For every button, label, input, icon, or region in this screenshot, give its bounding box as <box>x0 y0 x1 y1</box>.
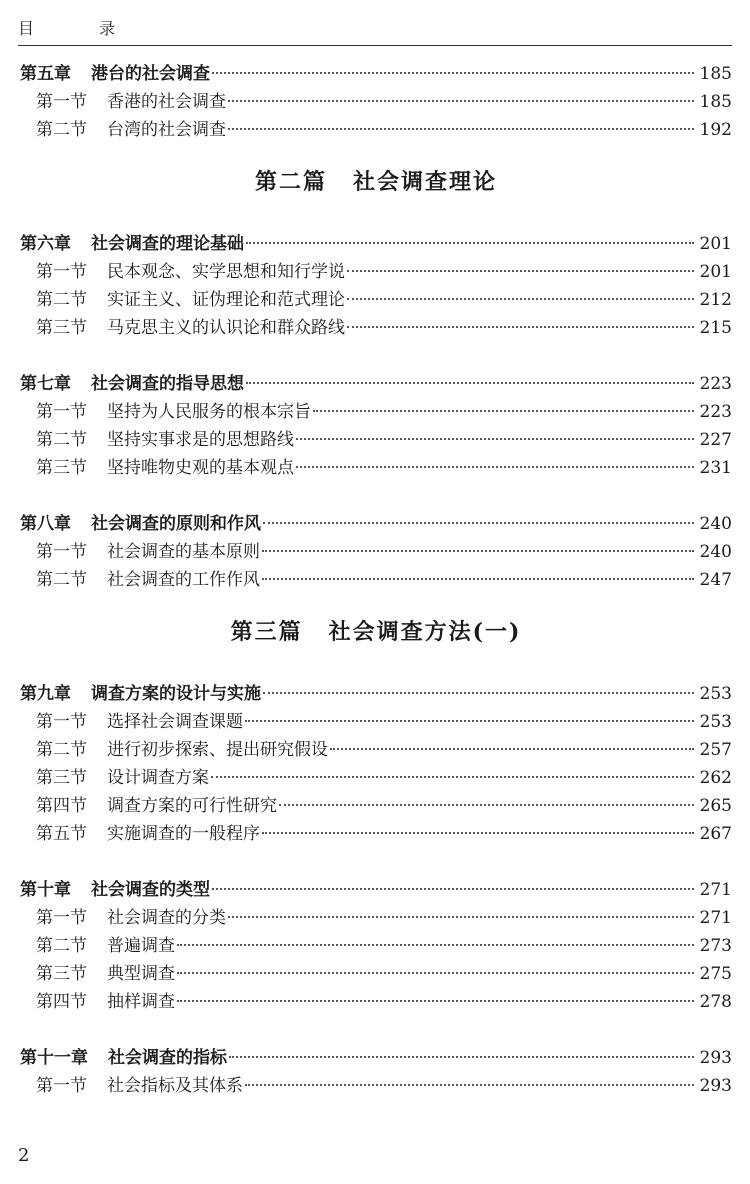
section-number: 第一节 <box>36 542 87 562</box>
header-rule <box>18 45 732 46</box>
part-number: 第二篇 <box>254 169 327 195</box>
chapter-number: 第五章 <box>20 64 71 84</box>
section-number: 第一节 <box>36 908 87 928</box>
section-title: 设计调查方案 <box>107 768 209 788</box>
chapter-page-number: 271 <box>699 880 732 900</box>
section-title: 社会调查的工作作风 <box>107 570 260 590</box>
section-title: 社会调查的分类 <box>107 908 226 928</box>
dot-leader <box>228 916 694 918</box>
section-number: 第三节 <box>36 458 87 478</box>
chapter-number: 第九章 <box>20 684 71 704</box>
section-entry[interactable] <box>20 398 732 426</box>
section-entry[interactable] <box>20 566 732 594</box>
section-title: 实施调查的一般程序 <box>107 824 260 844</box>
chapter-page-number: 253 <box>699 684 732 704</box>
dot-leader <box>262 832 694 834</box>
dot-leader <box>177 944 694 946</box>
chapter-entry[interactable] <box>20 510 732 538</box>
section-number: 第一节 <box>36 712 87 732</box>
dot-leader <box>313 410 694 412</box>
section-entry[interactable] <box>20 904 732 932</box>
section-entry[interactable] <box>20 286 732 314</box>
chapter-entry[interactable] <box>20 876 732 904</box>
chapter-page-number: 240 <box>699 514 732 534</box>
section-number: 第二节 <box>36 290 87 310</box>
section-page-number: 223 <box>699 402 732 422</box>
section-title: 坚持为人民服务的根本宗旨 <box>107 402 311 422</box>
section-page-number: 293 <box>699 1076 732 1096</box>
section-entry[interactable] <box>20 116 732 144</box>
section-title: 马克思主义的认识论和群众路线 <box>107 318 345 338</box>
dot-leader <box>296 466 694 468</box>
dot-leader <box>347 298 694 300</box>
chapter-entry[interactable] <box>20 60 732 88</box>
section-number: 第二节 <box>36 120 87 140</box>
section-page-number: 265 <box>699 796 732 816</box>
section-entry[interactable] <box>20 932 732 960</box>
section-entry[interactable] <box>20 1072 732 1100</box>
section-title: 选择社会调查课题 <box>107 712 243 732</box>
dot-leader <box>347 270 694 272</box>
section-number: 第三节 <box>36 318 87 338</box>
section-title: 香港的社会调查 <box>107 92 226 112</box>
chapter-page-number: 185 <box>699 64 732 84</box>
section-number: 第二节 <box>36 936 87 956</box>
section-entry[interactable] <box>20 426 732 454</box>
section-page-number: 271 <box>699 908 732 928</box>
section-title: 坚持实事求是的思想路线 <box>107 430 294 450</box>
dot-leader <box>263 522 694 524</box>
section-number: 第三节 <box>36 768 87 788</box>
chapter-number: 第六章 <box>20 234 71 254</box>
section-title: 民本观念、实学思想和知行学说 <box>107 262 345 282</box>
chapter-number: 第七章 <box>20 374 71 394</box>
section-page-number: 231 <box>699 458 732 478</box>
section-number: 第二节 <box>36 740 87 760</box>
section-number: 第一节 <box>36 402 87 422</box>
section-entry[interactable] <box>20 538 732 566</box>
section-title: 台湾的社会调查 <box>107 120 226 140</box>
section-number: 第一节 <box>36 262 87 282</box>
chapter-page-number: 293 <box>699 1048 732 1068</box>
chapter-title: 调查方案的设计与实施 <box>91 684 261 704</box>
section-entry[interactable] <box>20 708 732 736</box>
section-page-number: 278 <box>699 992 732 1012</box>
page-number: 2 <box>18 1145 30 1166</box>
section-number: 第四节 <box>36 992 87 1012</box>
dot-leader <box>263 692 694 694</box>
section-page-number: 262 <box>699 768 732 788</box>
section-page-number: 227 <box>699 430 732 450</box>
section-entry[interactable] <box>20 314 732 342</box>
part-title: 社会调查理论 <box>353 169 498 195</box>
table-of-contents <box>20 60 732 1100</box>
chapter-entry[interactable] <box>20 1044 732 1072</box>
part-number: 第三篇 <box>230 619 303 645</box>
dot-leader <box>296 438 694 440</box>
dot-leader <box>228 100 694 102</box>
section-page-number: 201 <box>699 262 732 282</box>
chapter-entry[interactable] <box>20 370 732 398</box>
section-number: 第二节 <box>36 430 87 450</box>
section-entry[interactable] <box>20 792 732 820</box>
section-title: 典型调查 <box>107 964 175 984</box>
chapter-title: 社会调查的指导思想 <box>91 374 244 394</box>
chapter-number: 第八章 <box>20 514 71 534</box>
dot-leader <box>229 1056 694 1058</box>
part-title: 社会调查方法(一) <box>328 619 522 645</box>
running-header: 目 录 <box>18 19 146 38</box>
section-title: 调查方案的可行性研究 <box>107 796 277 816</box>
chapter-entry[interactable] <box>20 230 732 258</box>
dot-leader <box>246 242 694 244</box>
section-page-number: 257 <box>699 740 732 760</box>
section-page-number: 240 <box>699 542 732 562</box>
section-page-number: 275 <box>699 964 732 984</box>
section-number: 第三节 <box>36 964 87 984</box>
chapter-title: 社会调查的理论基础 <box>91 234 244 254</box>
chapter-title: 社会调查的指标 <box>108 1048 227 1068</box>
dot-leader <box>212 72 694 74</box>
chapter-page-number: 201 <box>699 234 732 254</box>
section-entry[interactable] <box>20 258 732 286</box>
section-entry[interactable] <box>20 820 732 848</box>
dot-leader <box>212 888 694 890</box>
dot-leader <box>279 804 694 806</box>
section-page-number: 212 <box>699 290 732 310</box>
dot-leader <box>330 748 694 750</box>
dot-leader <box>177 972 694 974</box>
section-title: 抽样调查 <box>107 992 175 1012</box>
section-number: 第四节 <box>36 796 87 816</box>
section-entry[interactable] <box>20 454 732 482</box>
section-number: 第五节 <box>36 824 87 844</box>
section-page-number: 192 <box>699 120 732 140</box>
chapter-title: 港台的社会调查 <box>91 64 210 84</box>
section-page-number: 215 <box>699 318 732 338</box>
part-heading <box>20 144 732 230</box>
section-number: 第二节 <box>36 570 87 590</box>
dot-leader <box>262 550 694 552</box>
chapter-entry[interactable] <box>20 680 732 708</box>
section-entry[interactable] <box>20 960 732 988</box>
section-page-number: 267 <box>699 824 732 844</box>
dot-leader <box>347 326 694 328</box>
dot-leader <box>211 776 694 778</box>
dot-leader <box>245 1084 694 1086</box>
part-heading <box>20 594 732 680</box>
section-title: 实证主义、证伪理论和范式理论 <box>107 290 345 310</box>
section-title: 进行初步探索、提出研究假设 <box>107 740 328 760</box>
section-entry[interactable] <box>20 764 732 792</box>
section-page-number: 185 <box>699 92 732 112</box>
dot-leader <box>228 128 694 130</box>
section-number: 第一节 <box>36 1076 87 1096</box>
dot-leader <box>246 382 694 384</box>
section-entry[interactable] <box>20 736 732 764</box>
section-title: 普遍调查 <box>107 936 175 956</box>
chapter-page-number: 223 <box>699 374 732 394</box>
section-page-number: 247 <box>699 570 732 590</box>
chapter-title: 社会调查的类型 <box>91 880 210 900</box>
chapter-number: 第十章 <box>20 880 71 900</box>
section-title: 社会调查的基本原则 <box>107 542 260 562</box>
section-entry[interactable] <box>20 88 732 116</box>
section-number: 第一节 <box>36 92 87 112</box>
dot-leader <box>177 1000 694 1002</box>
section-title: 社会指标及其体系 <box>107 1076 243 1096</box>
section-entry[interactable] <box>20 988 732 1016</box>
dot-leader <box>245 720 694 722</box>
section-title: 坚持唯物史观的基本观点 <box>107 458 294 478</box>
dot-leader <box>262 578 694 580</box>
chapter-title: 社会调查的原则和作风 <box>91 514 261 534</box>
section-page-number: 253 <box>699 712 732 732</box>
section-page-number: 273 <box>699 936 732 956</box>
chapter-number: 第十一章 <box>20 1048 88 1068</box>
